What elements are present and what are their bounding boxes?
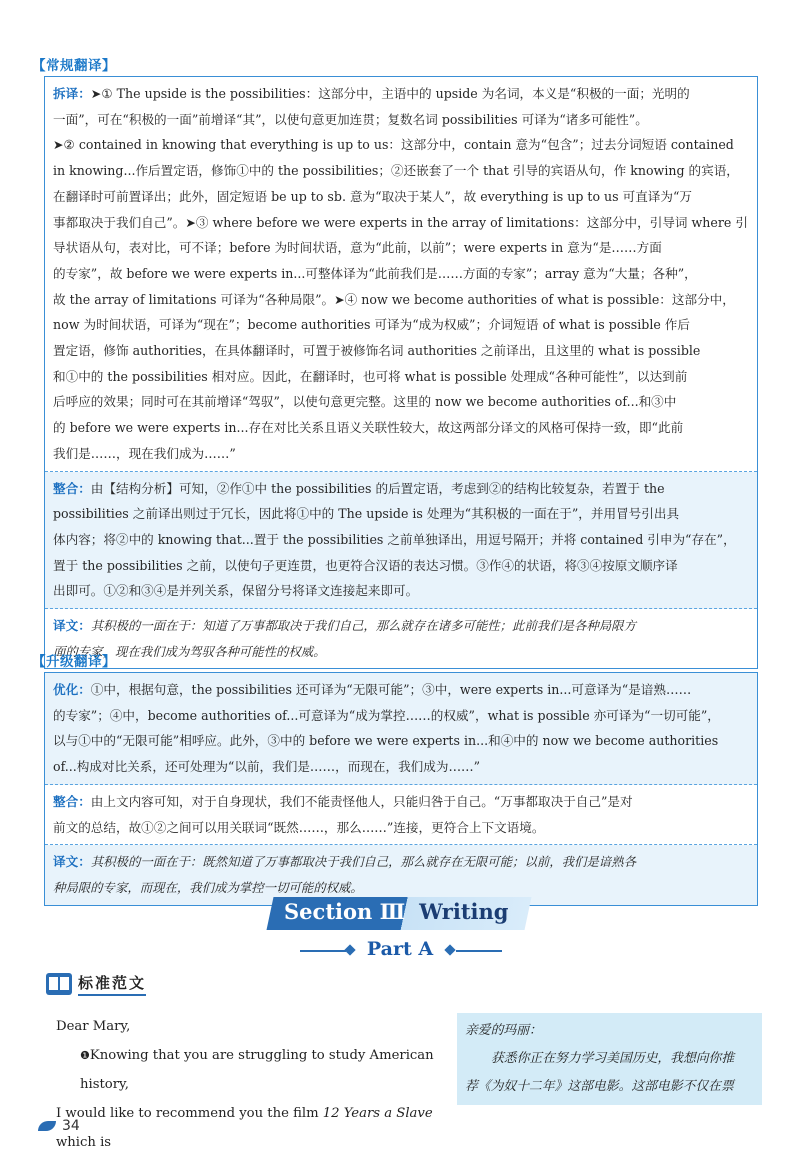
translation-section (45, 609, 757, 668)
letter-line-1: ❶Knowing that you are struggling to study American history, (80, 1048, 434, 1092)
analysis-label: 拆译： (53, 86, 91, 101)
optimize-section (45, 673, 757, 785)
analysis-section (45, 77, 757, 472)
model-essay-label: 标准范文 (78, 972, 146, 996)
upgrade-integrate-label: 整合： (53, 793, 91, 809)
upgrade-integrate-section (45, 785, 757, 845)
section-writing: Writing (419, 899, 509, 924)
upgrade-translation-section (45, 845, 757, 904)
optimize-label: 优化： (53, 682, 91, 697)
chinese-letter-box (457, 1013, 762, 1105)
film-title: 12 Years a Slave (322, 1106, 433, 1121)
regular-translation-box (44, 76, 758, 669)
upgrade-translation-label: 译文： (53, 854, 91, 870)
integrate-section (45, 472, 757, 610)
book-icon (46, 973, 72, 995)
model-essay-header (46, 972, 146, 996)
section-label: Section Ⅲ (284, 899, 406, 924)
cn-line-1: 获悉你正在努力学习美国历史，我想向你推 (491, 1051, 735, 1066)
cn-salutation: 亲爱的玛丽： (465, 1023, 542, 1038)
upgrade-integrate-text: 整合：由上文内容可知，对于自身现状，我们不能责怪他人，只能归咎于自己。“万事都取决于自己”是对 前文的总结，故①②之间可以用关联词“既然……，那么……”连接，更符合上下文语境。 (53, 793, 633, 835)
letter-salutation: Dear Mary, (56, 1019, 131, 1034)
translation-label: 译文： (53, 618, 91, 634)
section-title (284, 899, 508, 924)
integrate-label: 整合： (53, 480, 91, 496)
analysis-text: 拆译：➤① The upside is the possibilities：这部分中，主语中的 upside 为名词，本义是“积极的一面；光明的 一面”，可在“积极的一面”前增译“其”，以使句意更加连贯；复数名词 possibilities 可译为“诸多可能性”。 ➤② contained in knowing that everything is up to us：这部分中，contain 意为“包含”；过去分词短语 contained in knowing...作后置定语，修饰①中的 the possibilities；②还嵌套了一个 that 引导的宾语从句，作 knowing 的宾语， 在翻译时可前置译出；此外，固定短语 be up to sb. 意为“取决于某人”，故 everything is up to us 可直译为“万 事都取决于我们自己”。➤③ where before we were experts in the array of limitations：这部分中，引导词 where 引 导状语从句，表对比，可不译；before 为时间状语，意为“此前，以前”；were experts in 意为“是……方面 的专家”，故 before we were experts in...可整体译为“此前我们是……方面的专家”；array 意为“大量；各种”， 故 the array of limitations 可译为“各种局限”。➤④ now we become authorities of what is possible：这部分中， now 为时间状语，可译为“现在”；become authorities 可译为“成为权威”；介词短语 of what is possible 作后 置定语，修饰 authorities，在具体翻译时，可置于被修饰名词 authorities 之前译出，且这里的 what is possible 和①中的 the possibilities 相对应。因此，在翻译时，也可将 what is possible 处理成“各种可能性”，以达到前 后呼应的效果；同时可在其前增译“驾驭”，以使句意更完整。这里的 now we become authorities of...和③中 的 before we were experts in...存在对比关系且语义关联性较大，故这两部分译文的风格可保持一致，即“此前 我们是……，现在我们成为……” (53, 86, 748, 461)
english-letter (56, 1012, 446, 1157)
translation-text: 译文：其积极的一面在于：知道了万事都取决于我们自己，那么就存在诸多可能性；此前我们是各种局限方 面的专家，现在我们成为驾驭各种可能性的权威。 (53, 618, 636, 659)
cn-line-2: 荐《为奴十二年》这部电影。这部电影不仅在票 (465, 1079, 734, 1094)
regular-translation-heading: 【常规翻译】 (32, 58, 116, 74)
upgrade-translation-heading: 【升级翻译】 (32, 654, 116, 670)
optimize-text: 优化：①中，根据句意，the possibilities 还可译为“无限可能”；③中，were experts in...可意译为“是谙熟…… 的专家”；④中，become authorities of...可意译为“成为掌控……的权威”，what is possible 亦可译为“一切可能”， 以与①中的“无限可能”相呼应。此外，③中的 before we were experts in...和④中的 now we become authorities of...构成对比关系，还可处理为“以前，我们是……，而现在，我们成为……” (53, 682, 720, 775)
letter-line-2: I would like to recommend you the film 12 Years a Slave which is (56, 1106, 433, 1150)
part-title: Part A (366, 938, 434, 960)
upgrade-translation-box (44, 672, 758, 906)
upgrade-translation-text: 译文：其积极的一面在于：既然知道了万事都取决于我们自己，那么就存在无限可能；以前，我们是谙熟各 种局限的专家，而现在，我们成为掌控一切可能的权威。 (53, 854, 636, 895)
integrate-text: 整合：由【结构分析】可知，②作①中 the possibilities 的后置定语，考虑到②的结构比较复杂，若置于 the possibilities 之前译出则过于冗长，因此将①中的 The upside is 处理为“其积极的一面在于”，并用冒号引出具 体内容；将②中的 knowing that...置于 the possibilities 之前单独译出，用逗号隔开；并将 contained 引申为“存在”， 置于 the possibilities 之前，以使句子更连贯，也更符合汉语的表达习惯。③作④的状语，将③④按原文顺序译 出即可。①②和③④是并列关系，保留分号将译文连接起来即可。 (53, 480, 736, 599)
page-number: 34 (38, 1118, 80, 1134)
part-rule-right (456, 950, 502, 952)
leaf-icon (38, 1121, 56, 1131)
